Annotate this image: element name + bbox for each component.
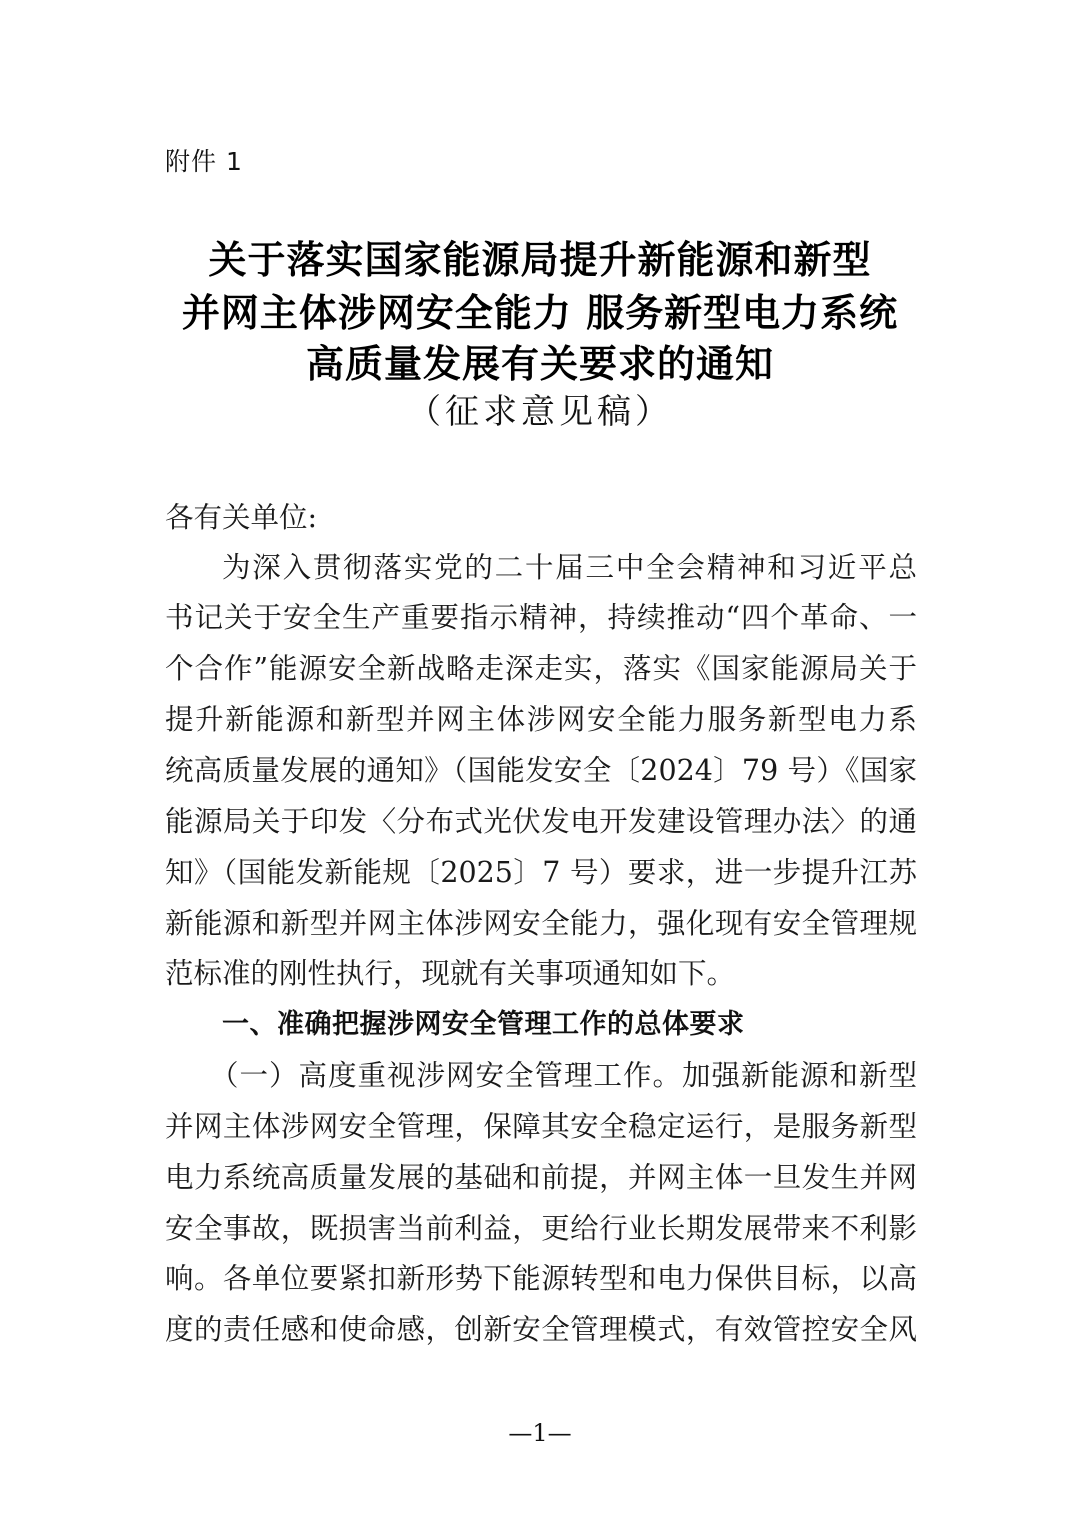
section-paragraph-line: 并网主体涉网安全管理，保障其安全稳定运行，是服务新型 — [165, 1110, 917, 1143]
intro-paragraph-line: 个合作”能源安全新战略走深走实，落实《国家能源局关于 — [165, 652, 917, 685]
intro-paragraph-line: 提升新能源和新型并网主体涉网安全能力服务新型电力系 — [165, 703, 917, 736]
intro-paragraph-line: 知》（国能发新能规〔2025〕7 号）要求，进一步提升江苏 — [165, 856, 917, 889]
section-heading: 一、准确把握涉网安全管理工作的总体要求 — [222, 1009, 745, 1040]
intro-paragraph-line: 新能源和新型并网主体涉网安全能力，强化现有安全管理规 — [165, 907, 917, 940]
salutation: 各有关单位: — [165, 501, 318, 534]
section-paragraph-line: 电力系统高质量发展的基础和前提，并网主体一旦发生并网 — [165, 1161, 917, 1194]
attachment-label: 附件 1 — [165, 147, 243, 176]
intro-paragraph-line: 书记关于安全生产重要指示精神，持续推动“四个革命、一 — [165, 601, 917, 634]
document-title-line-1: 关于落实国家能源局提升新能源和新型 — [208, 237, 872, 282]
intro-paragraph-line: 范标准的刚性执行，现就有关事项通知如下。 — [165, 957, 736, 990]
intro-paragraph-line: 统高质量发展的通知》（国能发安全〔2024〕79 号）《国家 — [165, 754, 917, 787]
section-paragraph-line: 安全事故，既损害当前利益，更给行业长期发展带来不利影 — [165, 1212, 917, 1245]
document-subtitle: （征求意见稿） — [407, 392, 673, 432]
section-paragraph-line: （一）高度重视涉网安全管理工作。加强新能源和新型 — [210, 1059, 917, 1092]
intro-paragraph-line: 能源局关于印发〈分布式光伏发电开发建设管理办法〉的通 — [165, 805, 917, 838]
section-paragraph-line: 响。各单位要紧扣新形势下能源转型和电力保供目标，以高 — [165, 1262, 917, 1295]
section-paragraph-line: 度的责任感和使命感，创新安全管理模式，有效管控安全风 — [165, 1313, 917, 1346]
document-title-line-2: 并网主体涉网安全能力 服务新型电力系统 — [181, 290, 899, 335]
page-number: —1— — [508, 1419, 572, 1447]
intro-paragraph-line: 为深入贯彻落实党的二十届三中全会精神和习近平总 — [222, 551, 917, 584]
document-title-line-3: 高质量发展有关要求的通知 — [305, 341, 774, 386]
